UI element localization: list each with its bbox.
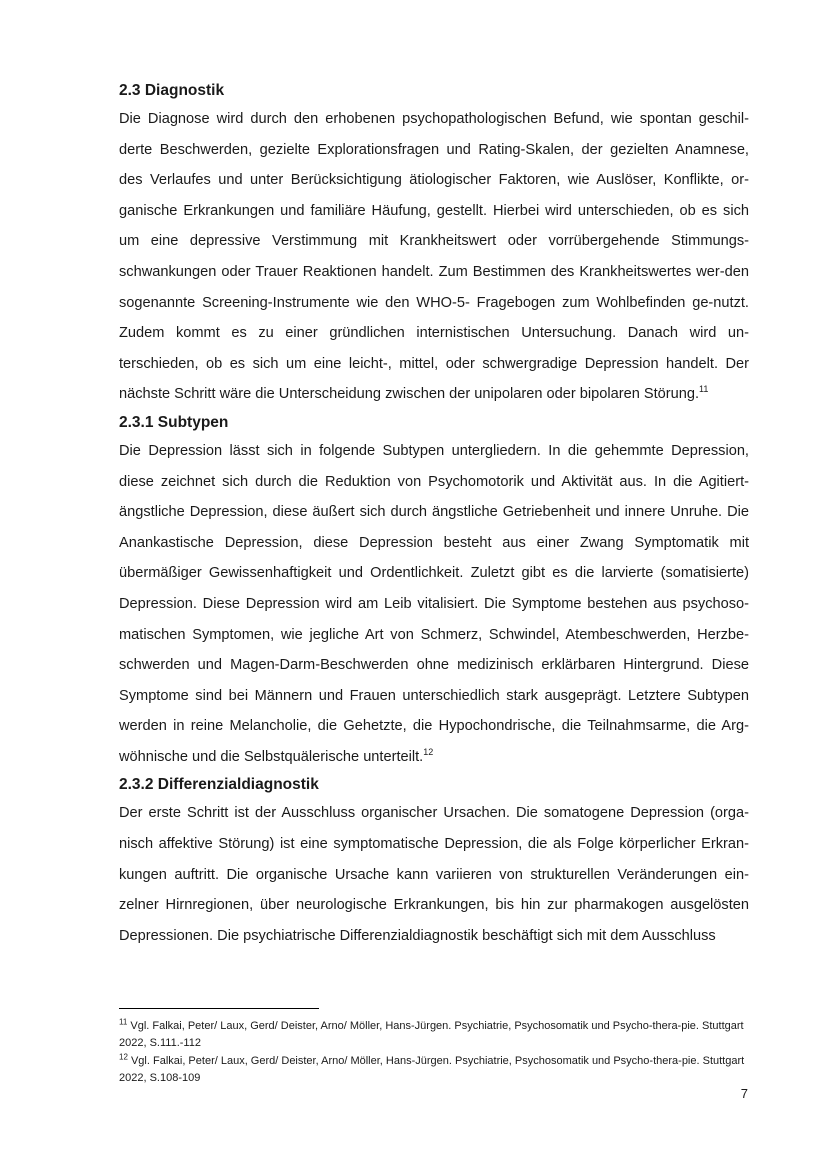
section-heading-diagnostik: 2.3 Diagnostik (119, 82, 225, 99)
footnote-reference[interactable]: 12 (423, 747, 434, 758)
paragraph-text: Die Depression lässt sich in folgende Subtypen untergliedern. In die gehemmte Depression, diese zeichnet sich durch die Reduktion von Psychomotorik und Aktivität aus. In die Agitiert-ängstliche Depression, diese äußert sich durch ängstliche Getriebenheit und innere Unruhe. Die Anankastische Depression, diese Depression besteht aus einer Zwang Symptomatik mit übermäßiger Gewissenhaftigkeit und Ordentlichkeit. Zuletzt gibt es die larvierte (somatisierte) Depression. Diese Depression wird am Leib vitalisiert. Die Symptome bestehen aus psychoso-matischen Symptomen, wie jegliche Art von Schmerz, Schwindel, Atembeschwerden, Herzbe-schwerden und Magen-Darm-Beschwerden ohne medizinisch erklärbaren Hintergrund. Diese Symptome sind bei Männern und Frauen unterschiedlich stark ausgeprägt. Letztere Subtypen werden in reine Melancholie, die Gehetzte, die Hypochondrische, die Teilnahmsarme, die Arg-wöhnische und die Selbstquälerische unterteilt. (119, 442, 749, 765)
footnote (119, 1053, 749, 1086)
page-number: 7 (740, 1086, 748, 1101)
footnote (119, 1018, 749, 1051)
section-heading-subtypen: 2.3.1 Subtypen (119, 413, 229, 431)
section-paragraph-diagnostik (119, 104, 749, 410)
section-heading-differenzialdiagnostik: 2.3.2 Differenzialdiagnostik (119, 776, 319, 794)
footnote-number: 12 (119, 1052, 128, 1062)
footnote-number: 11 (119, 1017, 128, 1027)
paragraph-text: Die Diagnose wird durch den erhobenen psychopathologischen Befund, wie spontan geschil-derte Beschwerden, gezielte Explorationsfragen und Rating-Skalen, der gezielten Anamnese, des Verlaufes und unter Berücksichtigung ätiologischer Faktoren, wie Auslöser, Konflikte, or-ganische Erkrankungen und familiäre Häufung, gestellt. Hierbei wird unterschieden, ob es sich um eine depressive Verstimmung mit Krankheitswert oder vorrübergehende Stimmungs-schwankungen oder Trauer Reaktionen handelt. Zum Bestimmen des Krankheitswertes wer-den sogenannte Screening-Instrumente wie den WHO-5- Fragebogen zum Wohlbefinden ge-nutzt. Zudem kommt es zu einer gründlichen internistischen Untersuchung. Danach wird un-terschieden, ob es sich um eine leicht-, mittel, oder schwergradige Depression handelt. Der nächste Schritt wäre die Unterscheidung zwischen der unipolaren oder bipolaren Störung. (119, 111, 749, 403)
footnotes (119, 1018, 749, 1088)
footnote-separator (119, 1008, 319, 1009)
section-paragraph-subtypen (119, 436, 749, 773)
body-content (119, 80, 749, 951)
paragraph-text: Der erste Schritt ist der Ausschluss organischer Ursachen. Die somatogene Depression (orga-nisch affektive Störung) ist eine symptomatische Depression, die als Folge körperlicher Erkran-kungen auftritt. Die organische Ursache kann variieren von strukturellen Veränderungen ein-zelner Hirnregionen, über neurologische Erkrankungen, bis hin zur pharmakogen ausgelösten Depressionen. Die psychiatrische Differenzialdiagnostik beschäftigt sich mit dem Ausschluss (119, 805, 749, 944)
footnote-reference[interactable]: 11 (699, 384, 709, 395)
section-paragraph-differenzialdiagnostik (119, 798, 749, 951)
footnote-text: Vgl. Falkai, Peter/ Laux, Gerd/ Deister, Arno/ Möller, Hans-Jürgen. Psychiatrie, Psychosomatik und Psycho-thera-pie. Stuttgart 2022, S.111.-112 (119, 1020, 744, 1049)
footnote-text: Vgl. Falkai, Peter/ Laux, Gerd/ Deister, Arno/ Möller, Hans-Jürgen. Psychiatrie, Psychosomatik und Psycho-thera-pie. Stuttgart 2022, S.108-109 (119, 1055, 745, 1084)
